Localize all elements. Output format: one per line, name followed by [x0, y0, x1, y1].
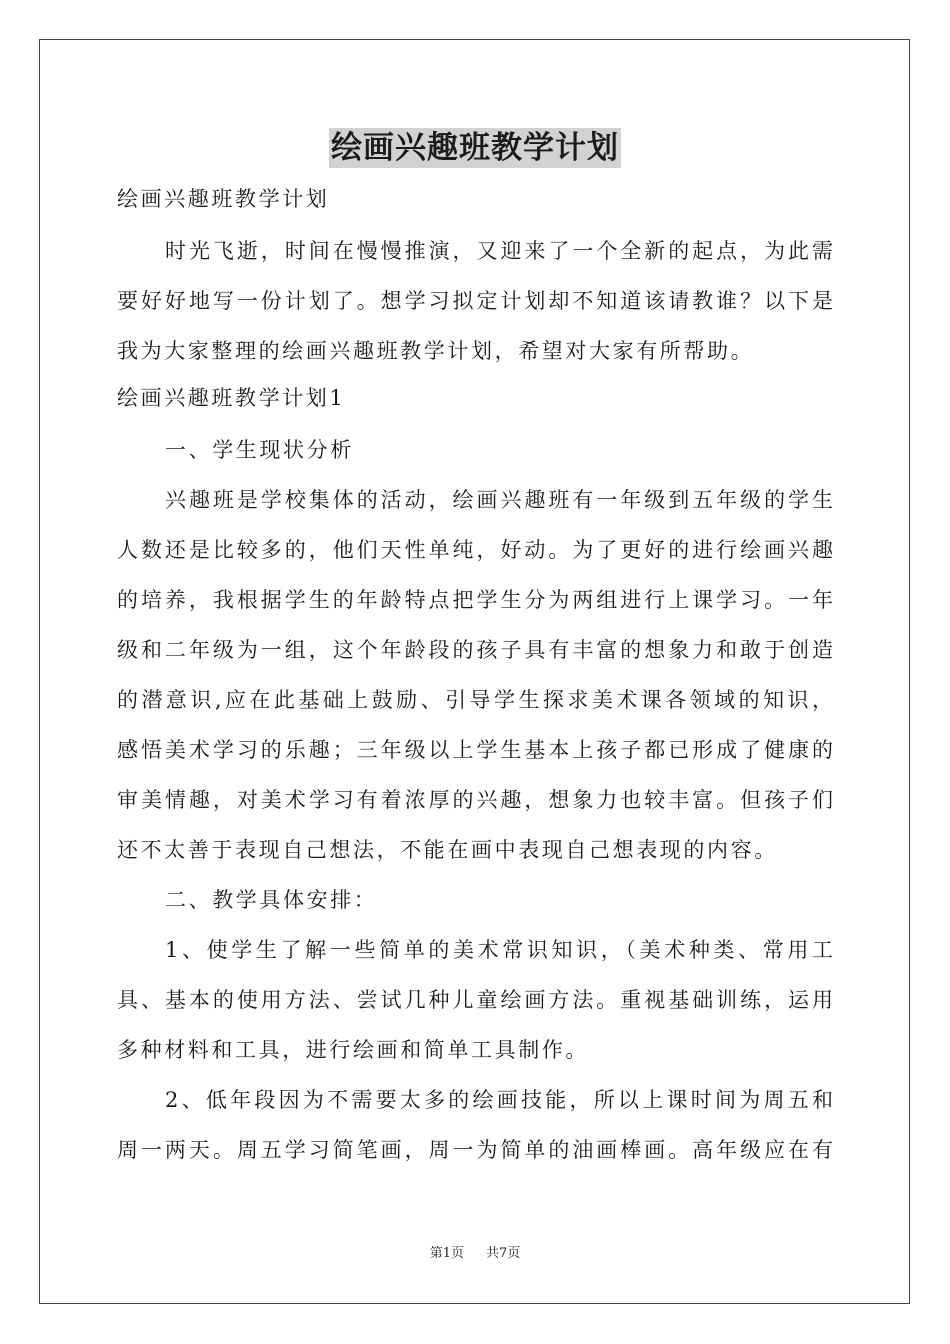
text-line: 的培养，我根据学生的年龄特点把学生分为两组进行上课学习。一年 — [117, 588, 833, 612]
text-line: 具、基本的使用方法、尝试几种儿童绘画方法。重视基础训练，运用 — [117, 988, 833, 1012]
page-number: 第1页 — [429, 1246, 464, 1261]
subsection-heading: 二、教学具体安排： — [165, 888, 378, 912]
text-line: 多种材料和工具，进行绘画和简单工具制作。 — [117, 1038, 589, 1062]
text-line: 级和二年级为一组，这个年龄段的孩子具有丰富的想象力和敢于创造 — [117, 638, 833, 662]
text-line: 周一两天。周五学习简笔画，周一为简单的油画棒画。高年级应在有 — [117, 1138, 833, 1162]
text-line: 人数还是比较多的，他们天性单纯，好动。为了更好的进行绘画兴趣 — [117, 538, 833, 562]
text-line: 还不太善于表现自己想法，不能在画中表现自己想表现的内容。 — [117, 838, 778, 862]
page-total: 共7页 — [486, 1246, 521, 1261]
text-line: 我为大家整理的绘画兴趣班教学计划，希望对大家有所帮助。 — [117, 339, 755, 363]
page-border — [39, 39, 910, 1304]
title-container — [117, 128, 833, 168]
text-line: 2、低年段因为不需要太多的绘画技能，所以上课时间为周五和 — [165, 1088, 833, 1112]
text-line: 审美情趣，对美术学习有着浓厚的兴趣，想象力也较丰富。但孩子们 — [117, 788, 833, 812]
page-footer — [0, 1245, 950, 1263]
section-heading: 绘画兴趣班教学计划1 — [117, 386, 346, 410]
subsection-heading: 一、学生现状分析 — [165, 438, 354, 462]
document-title: 绘画兴趣班教学计划 — [331, 130, 619, 166]
text-line: 感悟美术学习的乐趣；三年级以上学生基本上孩子都已形成了健康的 — [117, 738, 833, 762]
subtitle-line: 绘画兴趣班教学计划 — [117, 187, 330, 211]
text-line: 时光飞逝，时间在慢慢推演，又迎来了一个全新的起点，为此需 — [165, 239, 833, 263]
text-line: 要好好地写一份计划了。想学习拟定计划却不知道该请教谁？以下是 — [117, 289, 833, 313]
text-line: 兴趣班是学校集体的活动，绘画兴趣班有一年级到五年级的学生 — [165, 488, 833, 512]
text-line: 1、使学生了解一些简单的美术常识知识，（美术种类、常用工 — [165, 938, 833, 962]
text-line: 的潜意识,应在此基础上鼓励、引导学生探求美术课各领域的知识， — [117, 688, 833, 712]
